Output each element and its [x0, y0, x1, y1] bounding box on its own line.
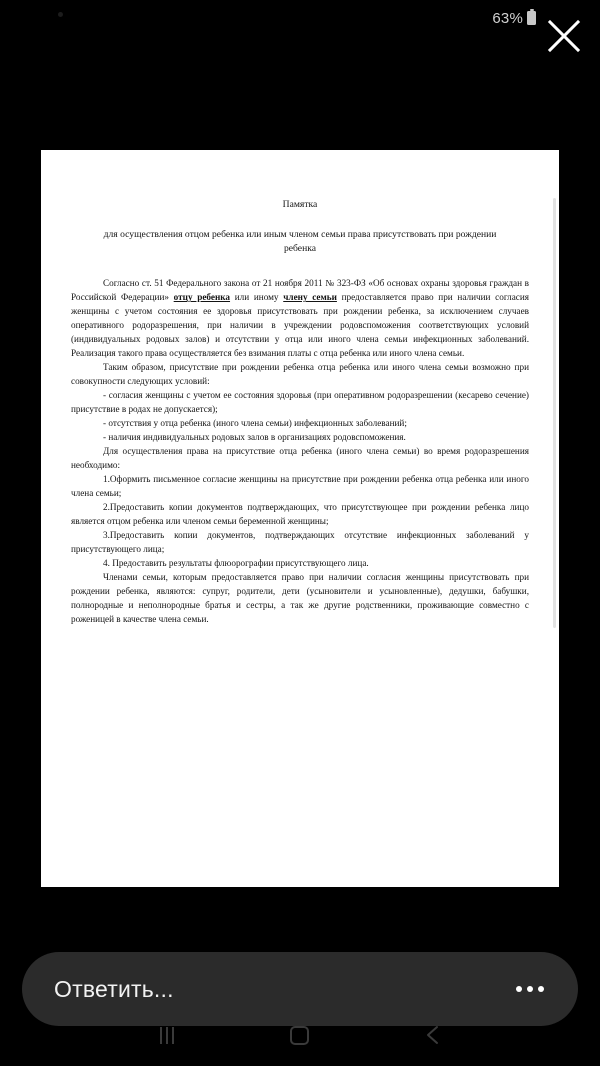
- document-content: [41, 150, 559, 627]
- emphasised-term: члену семьи: [283, 292, 337, 303]
- document-paragraph-2: Таким образом, присутствие при рождении ребенка отца ребенка или иного члена семьи возможно при совокупности следующих условий:: [71, 362, 529, 387]
- battery-status: [492, 10, 536, 27]
- more-horizontal-icon-dot: [527, 986, 533, 992]
- reply-input[interactable]: Ответить...: [54, 975, 174, 1002]
- paragraph-text-run: предоставляется право при наличии согласия женщины с учетом состояния ее здоровья присутствовать при рождении ребенка, за исключением случаев оперативного родоразрешения, при наличии в учреждении родовспоможения соответствующих условий (индивидуальных родовых залов) и отсутствии у отца или иного члена семьи инфекционных заболеваний. Реализация такого права осуществляется без взимания платы с отца ребенка или иного члена семьи.: [71, 292, 529, 359]
- more-options-button[interactable]: [512, 976, 548, 1002]
- status-bar: [0, 0, 600, 36]
- reply-bar[interactable]: [22, 952, 578, 1026]
- document-paragraph-10: 4. Предоставить результаты флюорографии присутствующего лица.: [103, 557, 369, 568]
- battery-icon: [527, 11, 536, 25]
- document-paragraph-6: Для осуществления права на присутствие отца ребенка (иного члена семьи) во время родоразрешения необходимо:: [71, 446, 529, 471]
- document-paragraph-1: [71, 277, 529, 361]
- document-paragraph-7: 1.Оформить письменное согласие женщины на присутствие при рождении ребенка отца ребенка или иного члена семьи;: [71, 474, 529, 499]
- document-scrollbar[interactable]: [553, 198, 556, 628]
- more-horizontal-icon-dot: [516, 986, 522, 992]
- recents-icon: [160, 1027, 174, 1044]
- back-icon: [424, 1024, 442, 1046]
- paragraph-text-run: Согласно ст. 51 Федерального закона от 21 ноября 2011 № 323-ФЗ «Об основах охраны здоровья граждан в Российской Федерации»: [71, 278, 529, 303]
- emphasised-term: отцу ребенка: [173, 292, 231, 303]
- close-icon: [545, 17, 583, 55]
- document-paragraph-8: 2.Предоставить копии документов подтверждающих, что присутствующее при рождении ребенка лицо является отцом ребенка или членом семьи беременной женщины;: [71, 502, 529, 527]
- close-button[interactable]: [536, 8, 592, 64]
- document-paragraph-3: - согласия женщины с учетом ее состояния здоровья (при оперативном родоразрешении (кесарево сечение) присутствие в родах не допускается);: [71, 390, 529, 415]
- paragraph-text-run: или иному: [230, 292, 284, 303]
- home-icon: [290, 1026, 309, 1045]
- document-subtitle: для осуществления отцом ребенка или иным членом семьи права присутствовать при рождении ребенка: [103, 228, 497, 255]
- battery-percent-label: 63%: [492, 9, 523, 27]
- document-viewport[interactable]: [0, 150, 600, 887]
- camera-punch-hole-icon: [58, 12, 63, 17]
- document-paragraph-4: - отсутствия у отца ребенка (иного члена семьи) инфекционных заболеваний;: [103, 418, 407, 429]
- document-paragraph-9: 3.Предоставить копии документов, подтверждающих отсутствие инфекционных заболеваний у присутствующего лица;: [71, 530, 529, 554]
- more-horizontal-icon-dot: [538, 986, 544, 992]
- document-title: Памятка: [282, 199, 318, 210]
- document-paragraph-11: Членами семьи, которым предоставляется право при наличии согласия женщины присутствовать при рождении ребенка, являются: супруг, родители, дети (усыновители и усыновленные), дедушки, бабушки, полнородные и неполнородные братья и сестры, а так же другие родственники, проживающие совместно с роженицей в качестве члена семьи.: [71, 571, 529, 624]
- document-page[interactable]: [41, 150, 559, 887]
- document-paragraph-5: - наличия индивидуальных родовых залов в организациях родовспоможения.: [103, 432, 406, 443]
